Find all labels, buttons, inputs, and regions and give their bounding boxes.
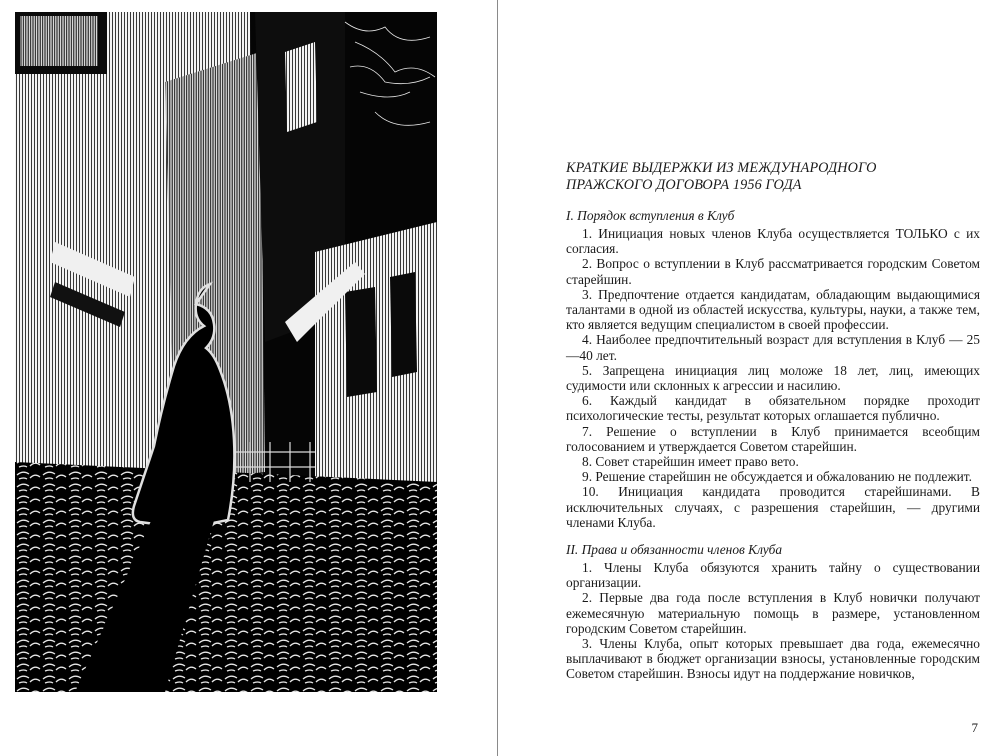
section-admission bbox=[566, 208, 980, 530]
text-page bbox=[566, 160, 980, 694]
clause: 10. Инициация кандидата проводится старейшинами. В исключительных случаях, с разрешения старейшин, — другими членами Клуба. bbox=[566, 484, 980, 530]
street-engraving-illustration bbox=[15, 12, 437, 692]
woman-in-dark-street-engraving-icon bbox=[15, 12, 437, 692]
clause: 2. Первые два года после вступления в Клуб новички получают ежемесячную материальную помощь в размере, установленном городским Советом старейшин. bbox=[566, 590, 980, 636]
clause: 3. Члены Клуба, опыт которых превышает два года, ежемесячно выплачивают в бюджет организации взносы, установленные городским Советом старейшин. Взносы идут на поддержание новичков, bbox=[566, 636, 980, 682]
clause: 9. Решение старейшин не обсуждается и обжалованию не подлежит. bbox=[582, 469, 972, 485]
section-heading: II. Права и обязанности членов Клуба bbox=[566, 542, 783, 558]
clause: 2. Вопрос о вступлении в Клуб рассматривается городским Советом старейшин. bbox=[566, 256, 980, 287]
clause: 6. Каждый кандидат в обязательном порядке проходит психологические тесты, результат которых оглашается публично. bbox=[566, 393, 980, 424]
document-title bbox=[566, 160, 980, 194]
clause: 1. Инициация новых членов Клуба осуществляется ТОЛЬКО с их согласия. bbox=[566, 226, 980, 257]
clause: 3. Предпочтение отдается кандидатам, обладающим выдающимися талантами в одной из областей искусства, культуры, науки, а также тем, кто является ведущим специалистом в своей профессии. bbox=[566, 286, 980, 333]
clause: 8. Совет старейшин имеет право вето. bbox=[582, 454, 799, 470]
title-line-2: ПРАЖСКОГО ДОГОВОРА 1956 ГОДА bbox=[566, 177, 802, 193]
section-heading: I. Порядок вступления в Клуб bbox=[566, 208, 735, 223]
clause: 5. Запрещена инициация лиц моложе 18 лет, лиц, имеющих судимости или склонных к агрессии и насилию. bbox=[566, 362, 980, 394]
clause: 4. Наиболее предпочтительный возраст для вступления в Клуб — 25—40 лет. bbox=[566, 332, 980, 363]
title-line-1: КРАТКИЕ ВЫДЕРЖКИ ИЗ МЕЖДУНАРОДНОГО bbox=[566, 160, 877, 176]
page-gutter bbox=[497, 0, 498, 756]
section-rights-duties bbox=[566, 542, 980, 682]
page-number: 7 bbox=[971, 720, 978, 735]
clause: 7. Решение о вступлении в Клуб принимается всеобщим голосованием и утверждается Советом старейшин. bbox=[566, 423, 980, 454]
clause: 1. Члены Клуба обязуются хранить тайну о существовании организации. bbox=[566, 560, 980, 591]
